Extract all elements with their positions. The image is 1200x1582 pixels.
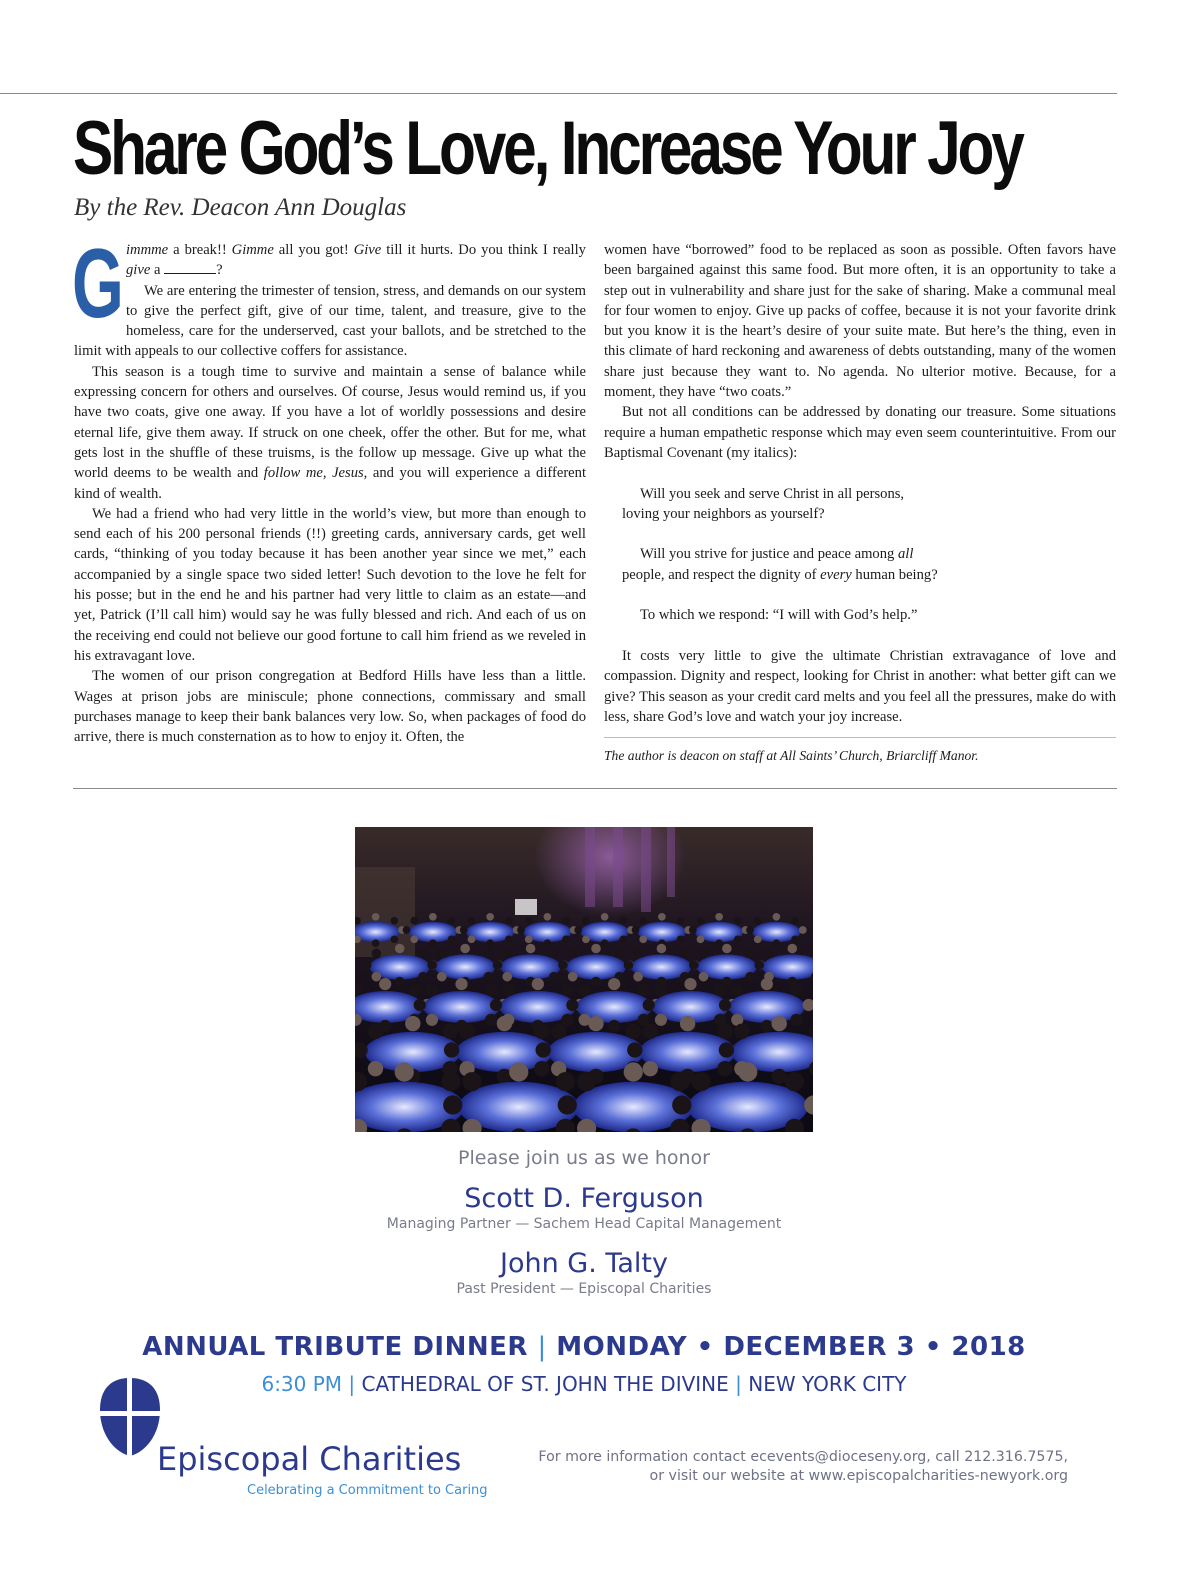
guest (689, 960, 699, 970)
guest (734, 1024, 749, 1039)
text-italic: follow me, Jesus, (263, 465, 368, 482)
honoree-1-title: Managing Partner — Sachem Head Capital Management (386, 1216, 782, 1232)
text-italic: give (126, 262, 151, 279)
guest (738, 1062, 757, 1081)
guest (619, 917, 627, 925)
guest (390, 917, 398, 925)
event-day: MONDAY (556, 1332, 688, 1362)
text-run: ? (216, 262, 223, 279)
guest (697, 917, 705, 925)
guest (691, 1072, 710, 1091)
spacer (604, 463, 1116, 483)
guest (677, 917, 685, 925)
honoree-2-title: Past President — Episcopal Charities (456, 1281, 712, 1297)
guest (551, 1024, 566, 1039)
guest (532, 978, 544, 990)
guest (390, 935, 398, 943)
guest (561, 1014, 573, 1026)
guest (626, 1024, 641, 1039)
guest (633, 949, 643, 959)
guest (619, 935, 627, 943)
text-run: all you got! (273, 242, 354, 258)
paragraph: women have “borrowed” food to be replaced as soon as possible. Often favors have been bargained against this same food. But more often, it is an opportunity to take a step out in vulnerability and share just for the sake of sharing. Make a communal meal for four women to enjoy. Give up packs of coffee, because it is not your favorite drink but you know it is the heart’s desire of your suite mate. But here’s the thing, even in this climate of hard reckoning and awareness of debts outstanding, many of the women share just because they want to. No agenda. No ulterior motive. Because, for a moment, they have “two coats.” (604, 242, 1116, 401)
article-title: Share God’s Love, Increase Your Joy (73, 106, 1022, 191)
guest (791, 917, 799, 925)
guest (722, 977, 732, 987)
guest (715, 913, 723, 921)
guest (437, 972, 447, 982)
guest (608, 1020, 620, 1032)
top-rule (0, 93, 1117, 94)
guest (582, 917, 590, 925)
guest (409, 984, 421, 996)
guest (790, 984, 802, 996)
guest (486, 939, 494, 947)
guest (490, 999, 502, 1011)
guest (633, 972, 643, 982)
guest (558, 960, 568, 970)
guest (715, 939, 723, 947)
guest (427, 960, 437, 970)
text-run: till it hurts. Do you think I really (381, 242, 586, 258)
guest (588, 1016, 603, 1031)
guest (372, 949, 382, 959)
guest (582, 935, 590, 943)
guest (410, 917, 418, 925)
guest (468, 935, 476, 943)
guest (448, 935, 456, 943)
guest (787, 944, 797, 954)
guest (549, 949, 559, 959)
guest (754, 960, 764, 970)
guest (405, 1016, 420, 1031)
guest (672, 1095, 691, 1114)
guest (717, 1024, 732, 1039)
article-byline: By the Rev. Deacon Ann Douglas (74, 194, 407, 221)
guest (444, 1042, 459, 1057)
guest (608, 978, 620, 990)
event-time: 6:30 PM (261, 1372, 343, 1396)
guest (677, 935, 685, 943)
guest (372, 972, 382, 982)
guest (505, 917, 513, 925)
guest (639, 935, 647, 943)
event-date: DECEMBER 3 (723, 1332, 916, 1362)
text-run: Will you strive for justice and peace among (640, 546, 898, 563)
text-run: Will you seek and serve Christ in all persons, (640, 485, 905, 502)
guest (643, 1061, 658, 1076)
guest (534, 1061, 549, 1076)
guest (493, 960, 503, 970)
paragraph: We had a friend who had very little in the world’s view, but more than enough to send each of his 200 personal friends (!!) greeting cards, anniversary cards, get well cards, “thinking of you today because it has been another year since we met,” each accompanied by a single space two sided letter! Such devotion to the love he felt for his posse; but in the end he and his partner had very little to claim as an estate—and yet, Patrick (I’ll call him) would say he was fully blessed and rich. And each of us on the receiving end could not believe our good fortune to call him friend as we reveled in his extravagant love. (74, 505, 586, 664)
guest (624, 1062, 643, 1081)
guest (655, 1014, 667, 1026)
guest (414, 999, 426, 1011)
guest (764, 949, 774, 959)
credit-divider (604, 737, 1116, 738)
guest (643, 1024, 658, 1039)
section-divider (73, 788, 1117, 789)
guest (448, 917, 456, 925)
guest (773, 913, 781, 921)
guest (468, 917, 476, 925)
guest (615, 949, 625, 959)
guest (591, 944, 601, 954)
guest (772, 1069, 787, 1084)
guest (502, 949, 512, 959)
guest (368, 1061, 383, 1076)
author-credit: The author is deacon on staff at All Saints’ Church, Briarcliff Manor. (604, 748, 979, 764)
guest (562, 917, 570, 925)
spacer (604, 626, 1116, 646)
guest (574, 926, 582, 934)
article-column-right (604, 240, 1116, 766)
covenant-question-1 (604, 484, 1116, 525)
paragraph: We are entering the trimester of tension, stress, and demands on our system to give the perfect gift, give of our time, talent, and treasure, give to the homeless, care for the underserved, cast your ballots, and be stretched to the limit with appeals to our collective coffers for assistance. (74, 282, 586, 360)
guest (745, 949, 755, 959)
guest (505, 935, 513, 943)
guest (502, 972, 512, 982)
paragraph: But not all conditions can be addressed by donating our treasure. Some situations require a human empathetic response which may even seem counterintuitive. From our Baptismal Covenant (my italics): (604, 404, 1116, 461)
guest (403, 926, 411, 934)
drop-cap: G (72, 228, 124, 338)
spacer (604, 524, 1116, 544)
guest (368, 1024, 383, 1039)
guest (658, 913, 666, 921)
honoree-2-name: John G. Talty (499, 1248, 668, 1279)
guest (561, 984, 573, 996)
guest (791, 935, 799, 943)
event-name: ANNUAL TRIBUTE DINNER (142, 1332, 528, 1362)
guest (670, 1072, 689, 1091)
contact-line-1: For more information contact ecevents@dioceseny.org, call 212.316.7575, (538, 1449, 1068, 1465)
contact-line-2: or visit our website at www.episcopalcharities-newyork.org (649, 1468, 1068, 1484)
guest (754, 917, 762, 925)
guest (655, 984, 667, 996)
invitation-text: Please join us as we honor (458, 1147, 710, 1169)
guest (639, 917, 647, 925)
guest (591, 977, 601, 987)
guest (441, 1072, 460, 1091)
guest (657, 944, 667, 954)
guest (525, 917, 533, 925)
guest (601, 913, 609, 921)
guest (734, 935, 742, 943)
guest (486, 913, 494, 921)
guest (395, 1062, 414, 1081)
guest (534, 1024, 549, 1039)
event-city: NEW YORK CITY (748, 1372, 907, 1396)
guest (632, 926, 640, 934)
event-venue: CATHEDRAL OF ST. JOHN THE DIVINE (361, 1372, 729, 1396)
guest (627, 1042, 642, 1057)
text-run: and you will experience a different kind of wealth. (74, 465, 587, 502)
guest (699, 949, 709, 959)
guest (717, 1061, 732, 1076)
guest (517, 926, 525, 934)
bullet: • (696, 1332, 714, 1362)
guest (699, 972, 709, 982)
guest (772, 1016, 787, 1031)
guest (773, 939, 781, 947)
guest (362, 960, 372, 970)
guest (761, 1020, 773, 1032)
guest (719, 999, 731, 1011)
guest (761, 978, 773, 990)
guest (418, 972, 428, 982)
guest (484, 949, 494, 959)
guest (680, 1016, 695, 1031)
guest (526, 944, 536, 954)
guest (509, 1062, 528, 1081)
guest (426, 984, 438, 996)
guest (410, 935, 418, 943)
paragraph (74, 362, 586, 504)
guest (462, 1072, 481, 1091)
guest (525, 935, 533, 943)
guest (556, 1072, 575, 1091)
venue-line (0, 1372, 1168, 1396)
guest (754, 935, 762, 943)
org-name: Episcopal Charities (157, 1440, 462, 1478)
guest (459, 1024, 474, 1039)
banquet-photo (355, 827, 813, 1132)
spacer (604, 585, 1116, 605)
guest (799, 926, 807, 934)
covenant-response: To which we respond: “I will with God’s help.” (640, 607, 918, 624)
guest (485, 1014, 497, 1026)
text-italic: Give (353, 242, 382, 258)
guest (426, 1014, 438, 1026)
paragraph: It costs very little to give the ultimate Christian extravagance of love and compassion. Dignity and respect, looking for Christ in another: what better gift can we give? This season as your credit card melts and you feel all the pressures, make do with less, share God’s love and watch your joy increase. (604, 647, 1116, 725)
guest (719, 1042, 734, 1057)
guest (379, 978, 391, 990)
guest (460, 926, 468, 934)
guest (714, 984, 726, 996)
contact-info (538, 1448, 1068, 1486)
guest (745, 972, 755, 982)
banquet-photo-image (355, 827, 813, 1132)
article-column-left (72, 228, 587, 747)
separator: | (348, 1372, 356, 1396)
guest (697, 935, 705, 943)
guest (684, 978, 696, 990)
text-run: human being? (851, 566, 938, 583)
text-italic: Gimme (231, 242, 274, 258)
guest (544, 913, 552, 921)
guest (746, 926, 754, 934)
text-run: loving your neighbors as yourself? (622, 505, 825, 522)
guest (566, 999, 578, 1011)
blank-line (164, 261, 216, 274)
guest (536, 1042, 551, 1057)
guest (734, 917, 742, 925)
guest (395, 977, 405, 987)
guest (601, 939, 609, 947)
guest (549, 972, 559, 982)
guest (568, 972, 578, 982)
guest (442, 1024, 457, 1039)
text-italic: every (820, 566, 852, 583)
event-year: 2018 (951, 1332, 1026, 1362)
paragraph: The women of our prison congregation at Bedford Hills have less than a little. Wages at prison jobs are miniscule; phone connections, commissary and small purchases manage to keep their bank balances very low. So, when packages of food do arrive, there is much consternation as to how to enjoy it. Often, the (74, 668, 586, 746)
guest (372, 913, 380, 921)
guest (443, 1095, 462, 1114)
text-italic: all (897, 546, 914, 563)
guest (562, 935, 570, 943)
guest (624, 960, 634, 970)
guest (558, 1095, 577, 1114)
guest (460, 944, 470, 954)
separator: | (735, 1372, 742, 1396)
guest (790, 1014, 802, 1026)
guest (418, 949, 428, 959)
guest (544, 939, 552, 947)
guest (485, 984, 497, 996)
guest (429, 913, 437, 921)
guest (395, 944, 405, 954)
text-italic: immme (126, 242, 169, 258)
guest (722, 944, 732, 954)
guest (638, 984, 650, 996)
event-line (0, 1332, 1168, 1362)
honoree-1-name: Scott D. Ferguson (464, 1183, 704, 1214)
guest (568, 949, 578, 959)
bullet: • (924, 1332, 942, 1362)
guest (455, 978, 467, 990)
guest (484, 972, 494, 982)
guest (437, 949, 447, 959)
text-run: This season is a tough time to survive and maintain a sense of balance while expressing concern for others and ourselves. Of course, Jesus would remind us, if you have two coats, give one away. If you have a lot of worldly possessions and desire eternal life, give them away. If struck on one cheek, offer the other. But for me, what gets lost in the shuffle of these truisms, is the follow up message. Give up what the world deems to be wealth and (74, 363, 586, 482)
org-tagline: Celebrating a Commitment to Caring (247, 1483, 488, 1498)
guest (429, 939, 437, 947)
guest (497, 1016, 512, 1031)
guest (502, 984, 514, 996)
text-run: a (150, 262, 165, 279)
guest (731, 984, 743, 996)
guest (680, 949, 690, 959)
text-run: a break!! (168, 242, 232, 258)
guest (372, 939, 380, 947)
guest (643, 999, 655, 1011)
text-run: people, and respect the dignity of (622, 566, 821, 583)
guest (689, 926, 697, 934)
guest (579, 984, 591, 996)
guest (785, 1072, 804, 1091)
covenant-question-2 (604, 544, 1116, 585)
separator: | (537, 1332, 547, 1362)
guest (577, 1072, 596, 1091)
episcopal-cross-logo-icon (100, 1378, 160, 1456)
